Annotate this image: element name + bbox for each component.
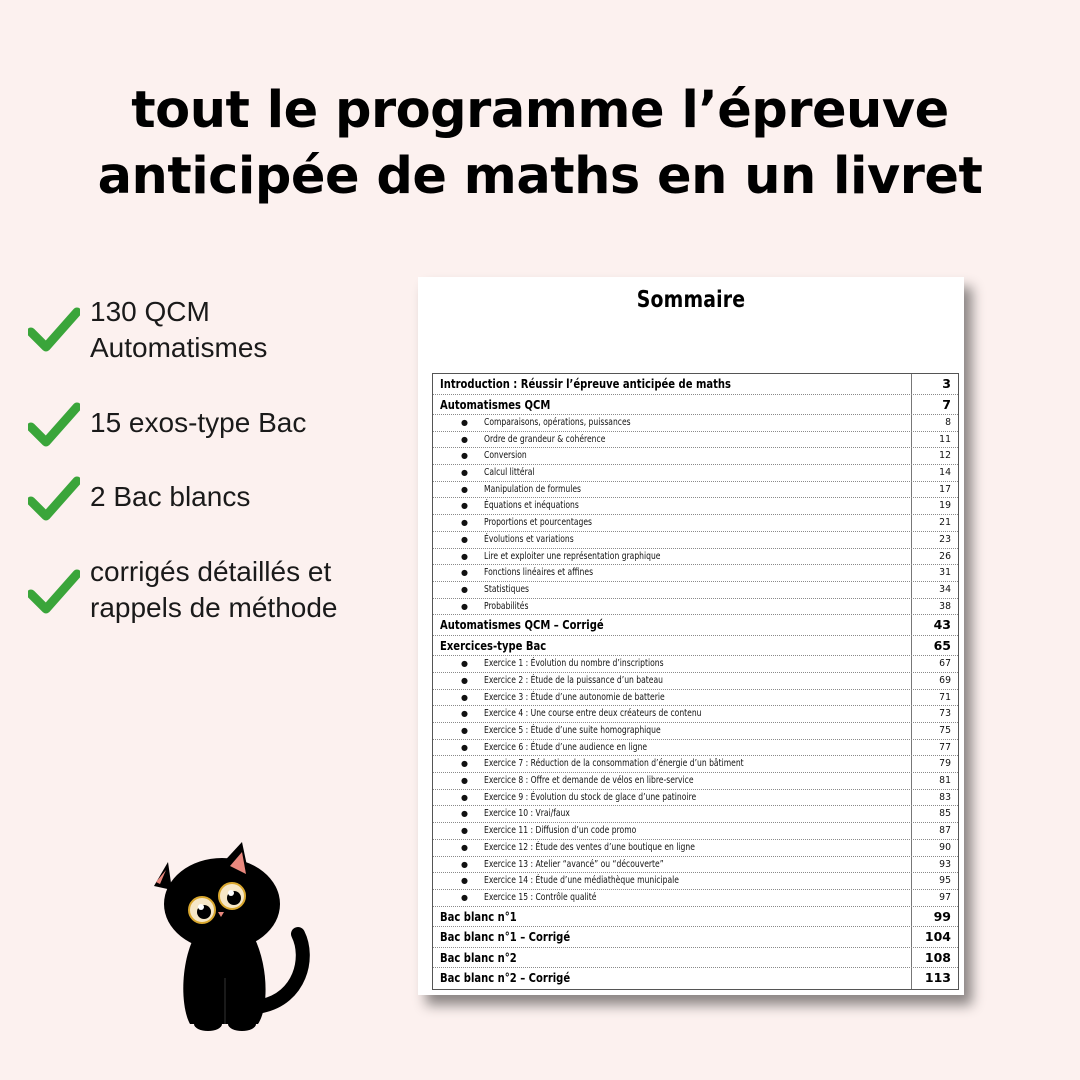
toc-entry-row	[433, 599, 958, 616]
toc-entry-row	[433, 840, 958, 857]
toc-title-cell	[433, 690, 912, 706]
toc-title-cell	[433, 465, 912, 481]
bullet-icon: ●	[461, 726, 468, 735]
toc-title: Exercice 4 : Une course entre deux créateurs de contenu	[484, 708, 702, 720]
toc-title: Exercice 9 : Évolution du stock de glace d’une patinoire	[484, 791, 697, 803]
toc-page-number: 87	[939, 825, 951, 837]
toc-page-number: 99	[933, 908, 951, 924]
toc-title: Automatismes QCM – Corrigé	[440, 617, 604, 633]
bullet-icon: ●	[461, 484, 468, 494]
toc-page-number: 83	[939, 791, 951, 803]
toc-section-row	[433, 948, 958, 969]
toc-entry-row	[433, 690, 958, 707]
bullet-icon: ●	[461, 534, 468, 544]
toc-page-number: 79	[939, 758, 951, 770]
toc-title-cell	[433, 482, 912, 498]
bullet-icon: ●	[461, 551, 468, 561]
toc-title: Lire et exploiter une représentation graphique	[484, 550, 661, 562]
toc-title: Évolutions et variations	[484, 533, 574, 545]
toc-title-cell	[433, 890, 912, 906]
toc-title-cell	[433, 756, 912, 772]
toc-section-row	[433, 395, 958, 416]
toc-page-number: 81	[939, 775, 951, 787]
toc-title: Bac blanc n°1 – Corrigé	[440, 929, 571, 945]
bullet-icon: ●	[461, 418, 468, 427]
toc-title-cell	[433, 706, 912, 722]
toc-entry-row	[433, 806, 958, 823]
toc-entry-row	[433, 532, 958, 549]
toc-entry-row	[433, 773, 958, 790]
bullet-icon: ●	[461, 601, 468, 611]
toc-title: Exercice 10 : Vrai/faux	[484, 808, 570, 820]
toc-title: Exercice 3 : Étude d’une autonomie de batterie	[484, 691, 665, 703]
toc-section-row	[433, 907, 958, 928]
toc-title-cell	[433, 599, 912, 615]
toc-entry-row	[433, 756, 958, 773]
bullet-icon: ●	[461, 434, 468, 444]
toc-page-number: 90	[939, 841, 951, 853]
toc-title: Bac blanc n°2 – Corrigé	[440, 970, 571, 986]
bullet-icon: ●	[461, 468, 468, 478]
toc-entry-row	[433, 723, 958, 740]
toc-title-cell	[433, 723, 912, 739]
toc-entry-row	[433, 448, 958, 465]
toc-entry-row	[433, 415, 958, 432]
toc-title: Ordre de grandeur & cohérence	[484, 433, 606, 445]
toc-page-number: 97	[939, 891, 951, 903]
feature-text: 2 Bac blancs	[90, 481, 251, 512]
toc-title-cell	[433, 515, 912, 531]
toc-title-cell	[433, 907, 912, 927]
toc-page-number: 21	[939, 517, 951, 529]
check-icon	[28, 401, 80, 447]
toc-page-number: 31	[939, 567, 951, 579]
feature-text: corrigés détaillés et rappels de méthode	[90, 556, 338, 623]
check-icon	[28, 475, 80, 521]
toc-page-number: 73	[939, 708, 951, 720]
toc-title-cell	[433, 806, 912, 822]
toc-entry-row	[433, 656, 958, 673]
bullet-icon: ●	[461, 759, 468, 769]
bullet-icon: ●	[461, 792, 468, 802]
toc-title-cell	[433, 773, 912, 789]
toc-section-row	[433, 927, 958, 948]
toc-title-cell	[433, 656, 912, 672]
toc-title-cell	[433, 415, 912, 431]
toc-page-number: 69	[939, 674, 951, 686]
toc-page-number: 77	[939, 741, 951, 753]
toc-title-cell	[433, 498, 912, 514]
bullet-icon: ●	[461, 568, 468, 578]
toc-page-number: 67	[939, 658, 951, 670]
toc-title-cell	[433, 432, 912, 448]
toc-title: Exercice 15 : Contrôle qualité	[484, 891, 597, 903]
toc-title: Exercice 8 : Offre et demande de vélos en libre-service	[484, 775, 694, 787]
toc-entry-row	[433, 565, 958, 582]
toc-title-cell	[433, 840, 912, 856]
toc-title-cell	[433, 927, 912, 947]
toc-title: Exercice 1 : Évolution du nombre d’inscriptions	[484, 658, 664, 670]
toc-page-number: 75	[939, 725, 951, 736]
toc-title-cell	[433, 615, 912, 635]
bullet-icon: ●	[461, 892, 468, 902]
toc-title: Bac blanc n°1	[440, 908, 517, 924]
toc-page-number: 26	[939, 550, 951, 562]
toc-page-number: 17	[939, 483, 951, 495]
headline	[0, 78, 1080, 210]
feature-text: 130 QCM Automatismes	[90, 296, 268, 363]
toc-page-number: 108	[924, 949, 951, 965]
bullet-icon: ●	[461, 826, 468, 836]
toc-entry-row	[433, 706, 958, 723]
toc-title: Exercices-type Bac	[440, 637, 547, 653]
toc-entry-row	[433, 582, 958, 599]
toc-entry-row	[433, 740, 958, 757]
toc-title-cell	[433, 673, 912, 689]
bullet-icon: ●	[461, 692, 468, 702]
toc-section-row	[433, 615, 958, 636]
toc-title-cell	[433, 790, 912, 806]
toc-title: Exercice 2 : Étude de la puissance d’un bateau	[484, 674, 663, 686]
document-title: Sommaire	[636, 287, 746, 313]
toc-title: Comparaisons, opérations, puissances	[484, 417, 631, 428]
toc-entry-row	[433, 673, 958, 690]
toc-title: Exercice 14 : Étude d’une médiathèque municipale	[484, 875, 679, 887]
toc-section-row	[433, 636, 958, 657]
toc-title-cell	[433, 374, 912, 394]
black-cat-illustration	[150, 838, 320, 1038]
toc-page-number: 12	[939, 450, 951, 462]
toc-page-number: 38	[939, 600, 951, 612]
toc-page-number: 14	[939, 467, 951, 479]
toc-entry-row	[433, 857, 958, 874]
toc-title: Manipulation de formules	[484, 483, 582, 495]
bullet-icon: ●	[461, 584, 468, 594]
toc-page-number: 34	[939, 583, 951, 595]
toc-page-number: 104	[924, 929, 951, 945]
bullet-icon: ●	[461, 842, 468, 852]
bullet-icon: ●	[461, 809, 468, 819]
toc-section-row	[433, 968, 958, 989]
toc-title: Proportions et pourcentages	[484, 517, 593, 529]
bullet-icon: ●	[461, 501, 468, 511]
bullet-icon: ●	[461, 776, 468, 786]
table-of-contents	[432, 373, 959, 990]
toc-title: Automatismes QCM	[440, 396, 551, 412]
feature-text: 15 exos-type Bac	[90, 407, 307, 438]
toc-title: Bac blanc n°2	[440, 949, 517, 965]
toc-page-number: 93	[939, 858, 951, 870]
toc-title: Introduction : Réussir l’épreuve anticipée de maths	[440, 376, 731, 391]
toc-page-number: 113	[924, 970, 951, 986]
bullet-icon: ●	[461, 742, 468, 752]
toc-title-cell	[433, 565, 912, 581]
toc-title: Exercice 6 : Étude d’une audience en ligne	[484, 741, 648, 753]
toc-title-cell	[433, 448, 912, 464]
toc-entry-row	[433, 823, 958, 840]
toc-title: Exercice 7 : Réduction de la consommation d’énergie d’un bâtiment	[484, 758, 744, 770]
toc-title: Probabilités	[484, 600, 529, 612]
bullet-icon: ●	[461, 709, 468, 719]
toc-page-number: 7	[942, 396, 951, 412]
toc-page-number: 85	[939, 808, 951, 820]
document-preview	[418, 277, 964, 995]
toc-page-number: 65	[933, 637, 951, 653]
toc-title-cell	[433, 740, 912, 756]
toc-entry-row	[433, 482, 958, 499]
toc-title: Exercice 5 : Étude d’une suite homographique	[484, 725, 661, 736]
toc-title-cell	[433, 873, 912, 889]
toc-page-number: 3	[942, 376, 951, 391]
bullet-icon: ●	[461, 518, 468, 528]
toc-page-number: 95	[939, 875, 951, 887]
check-icon	[28, 568, 80, 614]
toc-section-row	[433, 374, 958, 395]
toc-title-cell	[433, 532, 912, 548]
toc-page-number: 23	[939, 533, 951, 545]
bullet-icon: ●	[461, 876, 468, 886]
toc-title-cell	[433, 823, 912, 839]
bullet-icon: ●	[461, 451, 468, 461]
headline-line-1: tout le programme l’épreuve	[131, 81, 949, 140]
toc-entry-row	[433, 432, 958, 449]
toc-entry-row	[433, 515, 958, 532]
toc-entry-row	[433, 873, 958, 890]
toc-title: Statistiques	[484, 583, 530, 595]
toc-page-number: 43	[933, 617, 951, 633]
toc-title: Fonctions linéaires et affines	[484, 567, 594, 579]
toc-page-number: 8	[945, 417, 951, 428]
toc-title-cell	[433, 549, 912, 565]
bullet-icon: ●	[461, 859, 468, 869]
toc-title: Calcul littéral	[484, 467, 535, 479]
bullet-icon: ●	[461, 659, 468, 669]
toc-title-cell	[433, 636, 912, 656]
toc-entry-row	[433, 790, 958, 807]
toc-title: Exercice 11 : Diffusion d’un code promo	[484, 825, 637, 837]
toc-entry-row	[433, 549, 958, 566]
toc-page-number: 11	[939, 433, 951, 445]
toc-title-cell	[433, 857, 912, 873]
bullet-icon: ●	[461, 675, 468, 685]
check-icon	[28, 306, 80, 352]
toc-entry-row	[433, 890, 958, 907]
toc-title-cell	[433, 395, 912, 415]
toc-entry-row	[433, 498, 958, 515]
toc-title-cell	[433, 968, 912, 989]
toc-entry-row	[433, 465, 958, 482]
toc-title: Exercice 12 : Étude des ventes d’une boutique en ligne	[484, 841, 695, 853]
toc-title: Exercice 13 : Atelier “avancé” ou “découverte”	[484, 858, 664, 870]
toc-page-number: 19	[939, 500, 951, 512]
toc-title-cell	[433, 948, 912, 968]
toc-title: Conversion	[484, 450, 527, 462]
toc-title-cell	[433, 582, 912, 598]
toc-title: Équations et inéquations	[484, 500, 579, 512]
headline-line-2: anticipée de maths en un livret	[97, 147, 983, 206]
toc-page-number: 71	[939, 691, 951, 703]
